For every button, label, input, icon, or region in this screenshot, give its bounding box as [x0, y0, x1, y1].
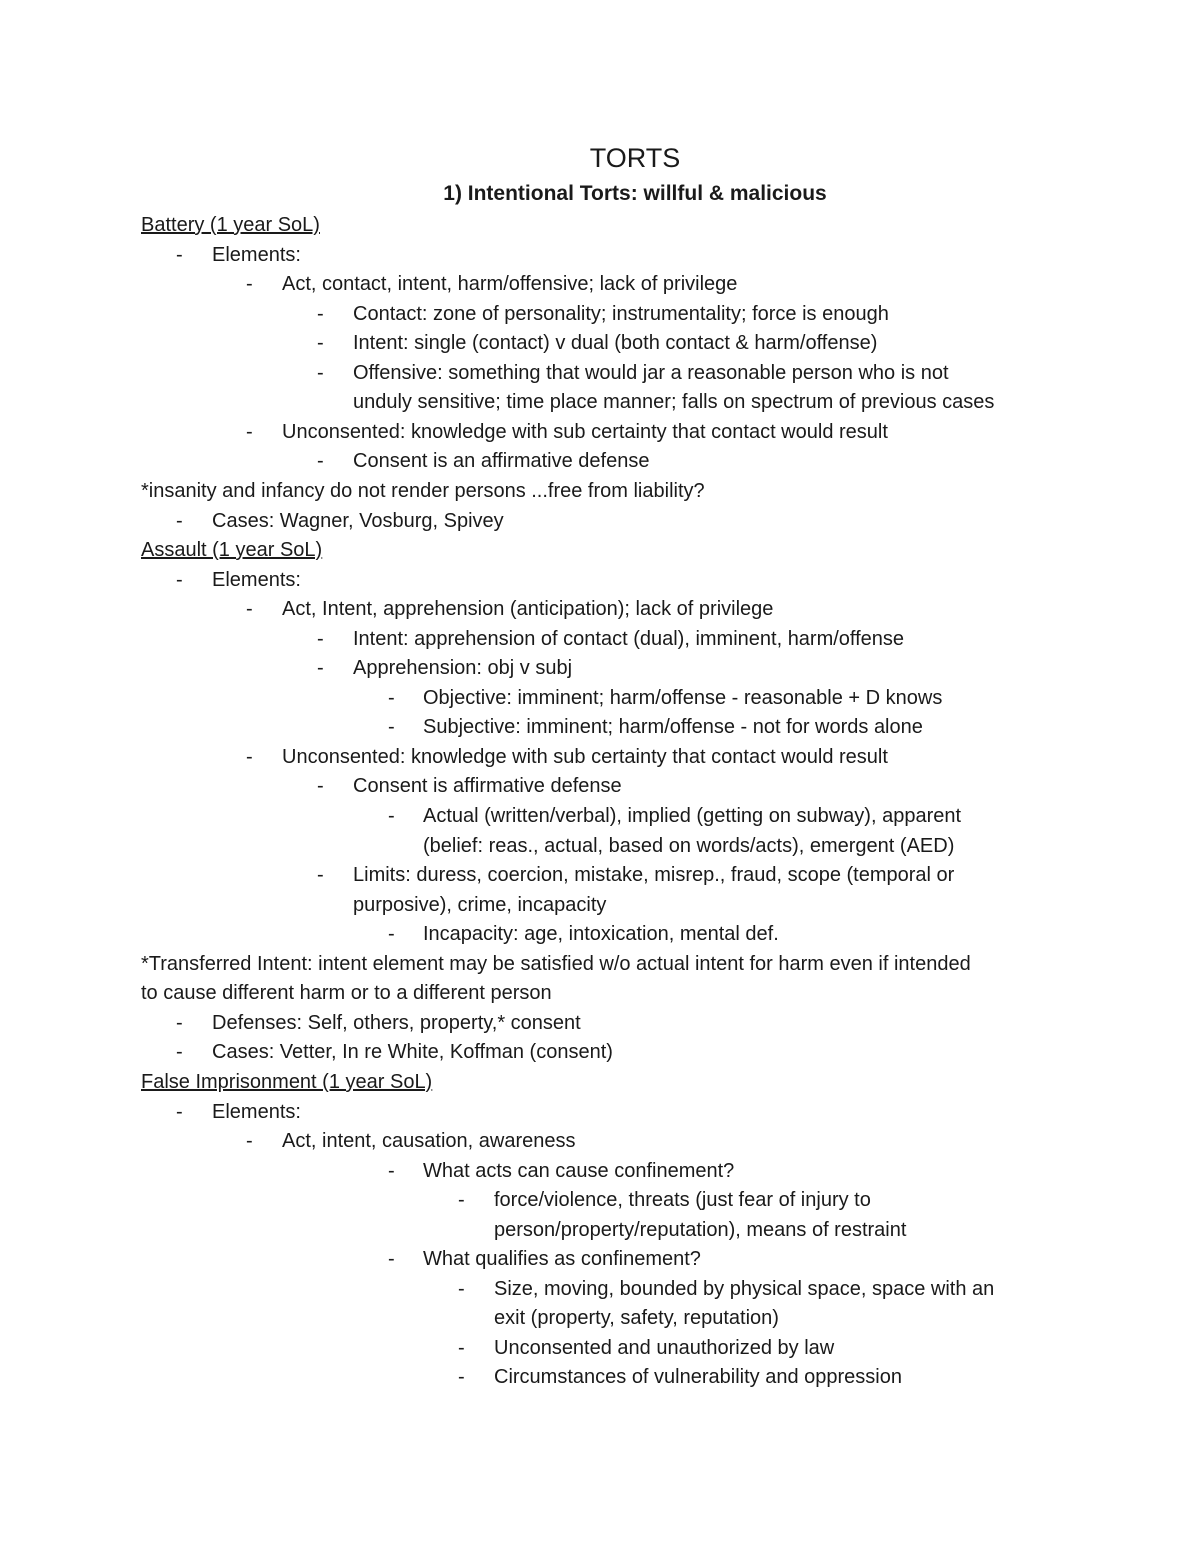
- bullet-dash: -: [317, 450, 324, 473]
- outline-line: Cases: Vetter, In re White, Koffman (consent): [212, 1041, 613, 1064]
- outline-line: Size, moving, bounded by physical space, space with an: [494, 1277, 995, 1300]
- outline-line: Unconsented and unauthorized by law: [494, 1336, 835, 1359]
- outline-line: What acts can cause confinement?: [423, 1159, 735, 1182]
- bullet-dash: -: [246, 1130, 253, 1153]
- topic-heading: Assault (1 year SoL): [141, 539, 323, 562]
- bullet-dash: -: [246, 598, 253, 621]
- outline-line: Elements:: [212, 1100, 301, 1123]
- bullet-dash: -: [317, 361, 324, 384]
- bullet-dash: -: [176, 1100, 183, 1123]
- outline-line: Cases: Wagner, Vosburg, Spivey: [212, 509, 504, 532]
- outline-line: purposive), crime, incapacity: [353, 893, 607, 916]
- bullet-dash: -: [176, 1041, 183, 1064]
- topic-heading: Battery (1 year SoL): [141, 214, 320, 236]
- outline-line: force/violence, threats (just fear of injury to: [494, 1189, 871, 1212]
- outline-line: Unconsented: knowledge with sub certainty that contact would result: [282, 745, 888, 768]
- bullet-dash: -: [317, 657, 324, 680]
- outline-line: (belief: reas., actual, based on words/acts), emergent (AED): [423, 834, 955, 857]
- bullet-dash: -: [388, 923, 395, 946]
- bullet-dash: -: [458, 1189, 465, 1212]
- bullet-dash: -: [458, 1277, 465, 1300]
- bullet-dash: -: [317, 302, 324, 325]
- outline-line: Offensive: something that would jar a reasonable person who is not: [353, 361, 949, 384]
- bullet-dash: -: [176, 509, 183, 532]
- bullet-dash: -: [458, 1336, 465, 1359]
- outline-line: Intent: apprehension of contact (dual), imminent, harm/offense: [353, 627, 905, 650]
- document-title: TORTS: [589, 143, 681, 173]
- bullet-dash: -: [176, 1011, 183, 1034]
- bullet-dash: -: [317, 864, 324, 887]
- outline-line: *insanity and infancy do not render persons ...free from liability?: [141, 479, 705, 502]
- topic-heading: False Imprisonment (1 year SoL): [141, 1070, 433, 1093]
- outline-line: *Transferred Intent: intent element may be satisfied w/o actual intent for harm even if intended: [141, 952, 971, 975]
- outline-line: Elements:: [212, 243, 301, 266]
- bullet-dash: -: [388, 1159, 395, 1182]
- outline-line: Apprehension: obj v subj: [353, 657, 573, 680]
- outline-line: Contact: zone of personality; instrumentality; force is enough: [353, 302, 889, 325]
- outline-line: Defenses: Self, others, property,* consent: [212, 1011, 581, 1034]
- outline-line: Incapacity: age, intoxication, mental def.: [423, 923, 779, 946]
- outline-line: Limits: duress, coercion, mistake, misrep., fraud, scope (temporal or: [353, 864, 955, 887]
- bullet-dash: -: [388, 805, 395, 827]
- outline-line: Consent is affirmative defense: [353, 775, 622, 798]
- outline-line: What qualifies as confinement?: [423, 1248, 701, 1271]
- bullet-dash: -: [388, 686, 395, 709]
- bullet-dash: -: [246, 273, 253, 296]
- outline-line: Subjective: imminent; harm/offense - not for words alone: [423, 716, 923, 739]
- bullet-dash: -: [388, 716, 395, 739]
- outline-line: Circumstances of vulnerability and oppression: [494, 1366, 902, 1389]
- outline-line: Unconsented: knowledge with sub certainty that contact would result: [282, 420, 888, 443]
- outline-line: Actual (written/verbal), implied (getting on subway), apparent: [423, 805, 962, 827]
- section-heading: 1) Intentional Torts: willful & malicious: [443, 182, 827, 205]
- outline-line: to cause different harm or to a different person: [141, 982, 552, 1005]
- outline-line: Act, Intent, apprehension (anticipation); lack of privilege: [282, 598, 774, 621]
- outline-line: Objective: imminent; harm/offense - reasonable + D knows: [423, 686, 943, 709]
- bullet-dash: -: [317, 627, 324, 650]
- bullet-dash: -: [246, 420, 253, 443]
- outline-line: Elements:: [212, 568, 301, 591]
- bullet-dash: -: [317, 775, 324, 798]
- outline-line: Intent: single (contact) v dual (both contact & harm/offense): [353, 332, 878, 355]
- bullet-dash: -: [176, 243, 183, 266]
- outline-line: person/property/reputation), means of restraint: [494, 1218, 907, 1241]
- outline-line: unduly sensitive; time place manner; falls on spectrum of previous cases: [353, 391, 995, 414]
- outline-line: Act, contact, intent, harm/offensive; lack of privilege: [282, 273, 738, 296]
- bullet-dash: -: [388, 1248, 395, 1271]
- bullet-dash: -: [317, 332, 324, 355]
- outline-line: Act, intent, causation, awareness: [282, 1130, 576, 1153]
- outline-line: exit (property, safety, reputation): [494, 1307, 779, 1330]
- bullet-dash: -: [458, 1366, 465, 1389]
- outline-line: Consent is an affirmative defense: [353, 450, 650, 473]
- bullet-dash: -: [246, 745, 253, 768]
- bullet-dash: -: [176, 568, 183, 591]
